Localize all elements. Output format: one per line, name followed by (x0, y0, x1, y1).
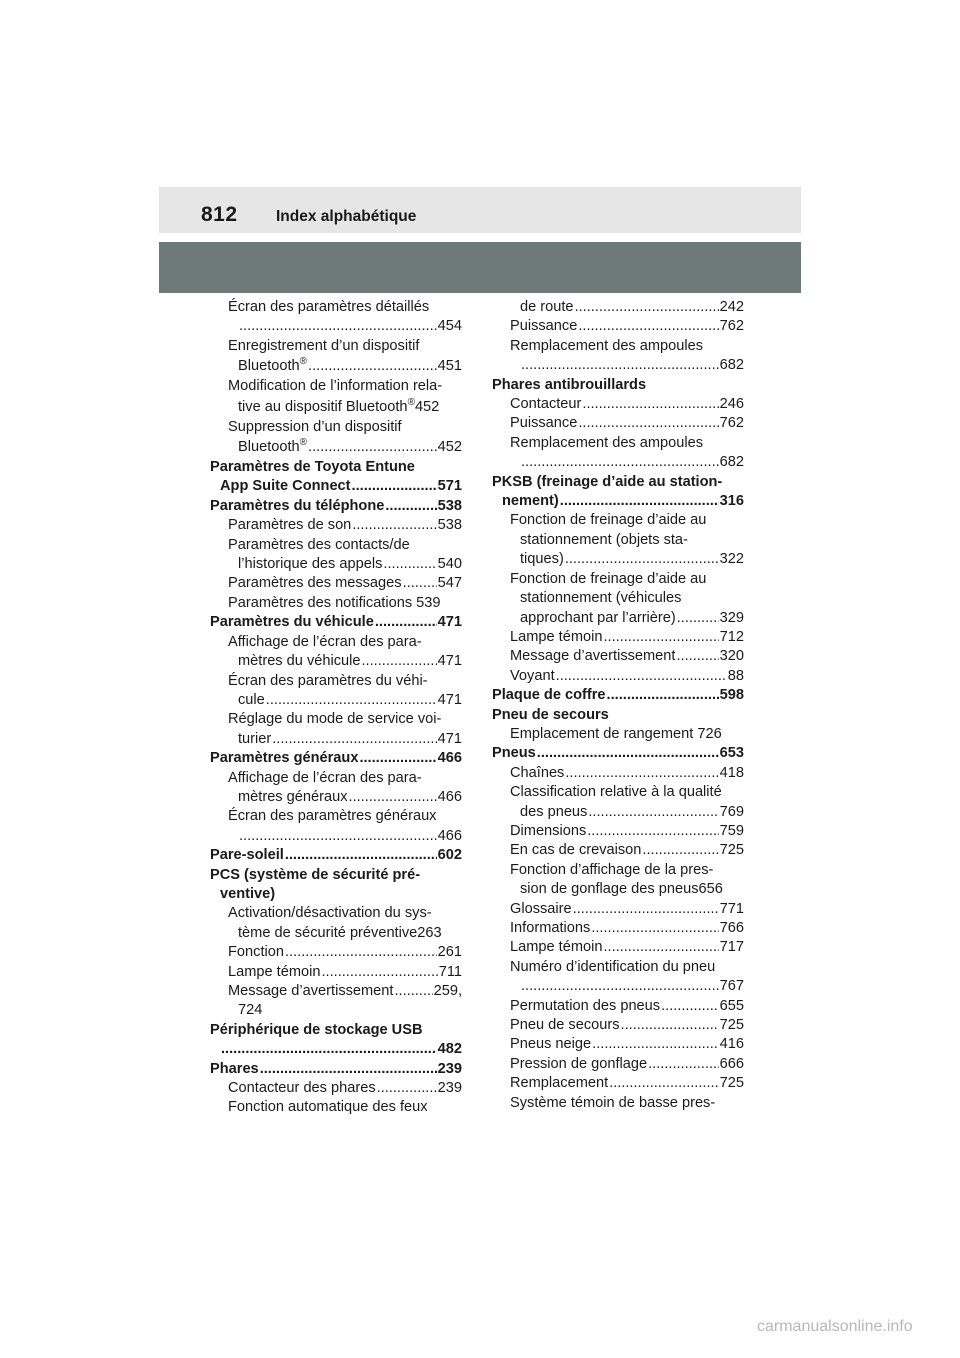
page-ref: 466 (437, 827, 462, 844)
index-column-right (492, 298, 744, 1113)
page-ref: 538 (437, 517, 462, 534)
leader-dots (385, 497, 436, 516)
page-ref: 725 (719, 1017, 744, 1034)
entry-text: 724 (238, 1002, 263, 1019)
index-heading (210, 458, 462, 477)
page-number: 812 (201, 203, 238, 226)
index-subentry (492, 880, 744, 899)
entry-text: Pare-soleil (210, 847, 284, 864)
leader-dots (565, 764, 718, 783)
index-subentry (492, 1074, 744, 1093)
page-ref: 598 (719, 687, 744, 704)
page-ref: 322 (719, 551, 744, 568)
leader-dots (573, 900, 719, 919)
entry-text: Puissance (510, 415, 578, 432)
leader-dots (266, 691, 437, 710)
entry-text: Informations (510, 920, 591, 936)
index-subentry (492, 550, 744, 569)
index-heading (210, 1060, 462, 1079)
page-ref: 418 (719, 764, 744, 781)
leader-dots (578, 317, 718, 336)
entry-text: turier (238, 730, 272, 747)
entry-text: Emplacement de rangement 726 (510, 725, 722, 742)
leader-dots (377, 1079, 437, 1098)
leader-dots (272, 730, 436, 749)
entry-text: Numéro d’identification du pneu (510, 958, 716, 975)
leader-dots (375, 613, 437, 632)
index-subentry (210, 298, 462, 317)
page-ref: 725 (719, 842, 744, 859)
entry-text: mètres du véhicule (238, 653, 361, 670)
index-heading (210, 885, 462, 904)
index-subentry (492, 298, 744, 317)
page-ref: 540 (437, 556, 462, 573)
index-heading (492, 744, 744, 763)
leader-dots (362, 652, 437, 671)
index-subentry (492, 822, 744, 841)
leader-dots (588, 803, 718, 822)
entry-text: Pneu de secours (510, 1017, 620, 1034)
leader-dots (308, 437, 437, 458)
index-subentry (210, 437, 462, 458)
page-ref: 547 (437, 575, 462, 592)
index-subentry (492, 1016, 744, 1035)
index-subentry (210, 788, 462, 807)
index-subentry (210, 672, 462, 691)
index-subentry (210, 691, 462, 710)
index-subentry (492, 841, 744, 860)
entry-text: Écran des paramètres généraux (228, 808, 437, 825)
index-subentry (210, 1001, 462, 1020)
page-ref: 538 (437, 497, 462, 514)
index-subentry (492, 1035, 744, 1054)
entry-text: Système témoin de basse pres- (510, 1094, 716, 1111)
entry-text: tème de sécurité préventive263 (238, 924, 442, 941)
index-subentry (210, 827, 462, 846)
index-subentry (492, 337, 744, 356)
leader-dots (537, 744, 719, 763)
leader-dots (609, 1074, 718, 1093)
page-ref: 712 (719, 628, 744, 645)
index-heading (492, 473, 744, 492)
leader-dots (677, 609, 719, 628)
index-heading (492, 686, 744, 705)
index-heading (492, 376, 744, 395)
page-ref: 259, (433, 983, 462, 999)
index-subentry (492, 900, 744, 919)
entry-text: Classification relative à la qualité (510, 784, 722, 801)
page-ref: 316 (719, 493, 744, 510)
entry-text: Contacteur des phares (228, 1080, 376, 1097)
leader-dots (603, 938, 718, 957)
entry-text: Permutation des pneus (510, 997, 661, 1014)
entry-text: Lampe témoin (510, 939, 603, 956)
leader-dots (521, 977, 719, 996)
entry-text: Périphérique de stockage USB (210, 1021, 423, 1038)
page-ref: 451 (437, 358, 462, 375)
entry-text: Réglage du mode de service voi- (228, 711, 442, 728)
leader-dots (582, 395, 718, 414)
index-subentry (210, 574, 462, 593)
page-ref: 655 (719, 997, 744, 1014)
entry-text: Affichage de l’écran des para- (228, 769, 422, 786)
entry-text: approchant par l’arrière) (520, 609, 676, 626)
index-subentry (210, 904, 462, 923)
page-title: Index alphabétique (276, 208, 417, 225)
leader-dots (575, 298, 719, 317)
entry-text: Écran des paramètres détaillés (228, 299, 430, 315)
index-subentry (210, 397, 462, 418)
entry-text: Bluetooth® (238, 356, 308, 375)
index-subentry (210, 317, 462, 336)
entry-text: Phares antibrouillards (492, 376, 647, 393)
leader-dots (239, 827, 437, 846)
index-subentry (492, 570, 744, 589)
leader-dots (521, 356, 719, 375)
leader-dots (403, 574, 437, 593)
entry-text: stationnement (objets sta- (520, 531, 688, 548)
entry-text: Contacteur (510, 396, 582, 413)
leader-dots (352, 477, 437, 496)
index-subentry (492, 725, 744, 744)
index-subentry (492, 958, 744, 977)
page-ref: 682 (719, 357, 744, 374)
leader-dots (578, 414, 718, 433)
leader-dots (521, 453, 719, 472)
page-ref: 767 (719, 978, 744, 995)
entry-text: Fonction d’affichage de la pres- (510, 861, 714, 878)
page-header (159, 187, 801, 233)
index-subentry (210, 710, 462, 729)
entry-text: Dimensions (510, 822, 587, 839)
index-subentry (492, 356, 744, 375)
entry-text: ventive) (220, 885, 276, 902)
leader-dots (308, 356, 437, 377)
entry-text: PKSB (freinage d’aide au station- (492, 473, 723, 490)
leader-dots (591, 919, 718, 938)
entry-text: Puissance (510, 318, 578, 335)
index-subentry (210, 377, 462, 396)
entry-text: Message d’avertissement (228, 983, 394, 999)
page-ref: 239 (437, 1060, 462, 1077)
entry-text: Lampe témoin (228, 963, 321, 980)
page-ref: 320 (719, 648, 744, 665)
index-subentry (492, 938, 744, 957)
entry-text: mètres généraux (238, 788, 348, 805)
index-heading (492, 706, 744, 725)
index-subentry (492, 919, 744, 938)
page-ref: 682 (719, 454, 744, 471)
index-subentry (210, 633, 462, 652)
leader-dots (603, 628, 718, 647)
page-ref: 725 (719, 1075, 744, 1092)
page-ref: 769 (719, 803, 744, 820)
page-ref: 711 (438, 963, 462, 980)
index-subentry (210, 769, 462, 788)
entry-text: nement) (502, 493, 559, 510)
entry-text: Fonction (228, 944, 284, 961)
entry-text: Voyant (510, 667, 555, 684)
leader-dots (239, 317, 437, 336)
index-heading (210, 1021, 462, 1040)
page-ref: 466 (437, 750, 462, 767)
index-subentry (210, 982, 462, 1001)
entry-text: tiques) (520, 551, 564, 568)
page-ref: 771 (719, 900, 744, 917)
page-ref: 766 (719, 920, 744, 936)
leader-dots (285, 943, 437, 962)
page-ref: 261 (437, 944, 462, 961)
leader-dots (642, 841, 718, 860)
leader-dots (648, 1055, 719, 1074)
index-subentry (492, 395, 744, 414)
entry-text: Pneu de secours (492, 706, 609, 723)
page-ref: 471 (437, 730, 462, 747)
page-ref: 329 (719, 609, 744, 626)
entry-text: Chaînes (510, 764, 565, 781)
leader-dots (565, 550, 719, 569)
index-subentry (210, 516, 462, 535)
entry-text: Paramètres de son (228, 517, 352, 534)
page-ref: 759 (719, 822, 744, 839)
index-subentry (492, 511, 744, 530)
entry-text: Paramètres des notifications 539 (228, 594, 441, 611)
index-subentry (492, 861, 744, 880)
leader-dots (349, 788, 437, 807)
index-heading (210, 866, 462, 885)
entry-text: Suppression d’un dispositif (228, 418, 402, 435)
entry-text: Modification de l’information rela- (228, 378, 443, 395)
index-subentry (492, 667, 744, 686)
entry-text: Paramètres des messages (228, 575, 402, 592)
entry-text: Paramètres des contacts/de (228, 536, 410, 553)
entry-text: App Suite Connect (220, 478, 351, 495)
entry-text: Pneus (492, 745, 536, 762)
entry-text: Remplacement (510, 1075, 609, 1092)
index-subentry (210, 1079, 462, 1098)
index-subentry (492, 628, 744, 647)
page-ref: 471 (437, 614, 462, 631)
entry-text: de route (520, 299, 574, 315)
leader-dots (221, 1040, 437, 1059)
index-heading (210, 613, 462, 632)
page-ref: 471 (437, 691, 462, 708)
header-band (159, 242, 801, 293)
index-subentry (492, 453, 744, 472)
index-subentry (492, 764, 744, 783)
entry-text: Fonction de freinage d’aide au (510, 512, 707, 529)
leader-dots (661, 997, 719, 1016)
entry-text: PCS (système de sécurité pré- (210, 866, 421, 883)
entry-text: Affichage de l’écran des para- (228, 633, 422, 650)
entry-text: des pneus (520, 803, 588, 820)
leader-dots (260, 1060, 437, 1079)
entry-text: Enregistrement d’un dispositif (228, 337, 420, 354)
leader-dots (285, 846, 437, 865)
index-subentry (210, 943, 462, 962)
watermark: carmanualsonline.info (757, 1318, 913, 1335)
index-subentry (210, 555, 462, 574)
entry-text: En cas de crevaison (510, 842, 642, 859)
page-ref: 717 (719, 939, 744, 956)
page-ref: 239 (437, 1080, 462, 1097)
page-ref: 471 (437, 653, 462, 670)
index-heading (210, 846, 462, 865)
page-ref: 452 (437, 439, 462, 456)
page-ref: 653 (719, 745, 744, 762)
index-subentry (210, 1098, 462, 1117)
index-heading (210, 1040, 462, 1059)
index-subentry (492, 531, 744, 550)
entry-text: sion de gonflage des pneus656 (520, 881, 723, 898)
page-ref: 482 (437, 1041, 462, 1058)
leader-dots (383, 555, 436, 574)
page-ref: 88 (727, 667, 744, 684)
entry-text: Paramètres du véhicule (210, 614, 374, 631)
leader-dots (394, 982, 432, 1001)
index-heading (210, 497, 462, 516)
index-heading (210, 749, 462, 768)
page-ref: 242 (719, 299, 744, 315)
entry-text: Phares (210, 1060, 259, 1077)
entry-text: Paramètres généraux (210, 750, 359, 767)
index-subentry (492, 1055, 744, 1074)
page-ref: 602 (437, 847, 462, 864)
index-heading (210, 477, 462, 496)
leader-dots (592, 1035, 718, 1054)
entry-text: Pneus neige (510, 1036, 592, 1053)
leader-dots (676, 647, 718, 666)
entry-text: stationnement (véhicules (520, 590, 682, 607)
entry-text: Paramètres de Toyota Entune (210, 459, 415, 476)
entry-text: Remplacement des ampoules (510, 434, 704, 451)
entry-text: Plaque de coffre (492, 687, 606, 704)
index-subentry (492, 997, 744, 1016)
entry-text: Pression de gonflage (510, 1055, 648, 1072)
index-subentry (210, 807, 462, 826)
page-ref: 762 (719, 318, 744, 335)
leader-dots (560, 492, 719, 511)
page-ref: 666 (719, 1055, 744, 1072)
index-subentry (210, 594, 462, 613)
index-subentry (492, 609, 744, 628)
index-subentry (492, 977, 744, 996)
leader-dots (621, 1016, 719, 1035)
entry-text: l’historique des appels (238, 556, 383, 573)
entry-text: Remplacement des ampoules (510, 337, 704, 354)
entry-text: Message d’avertissement (510, 648, 676, 665)
index-subentry (492, 783, 744, 802)
entry-text: cule (238, 691, 265, 708)
index-subentry (210, 963, 462, 982)
index-subentry (210, 924, 462, 943)
entry-text: Paramètres du téléphone (210, 497, 385, 514)
entry-text: Activation/désactivation du sys- (228, 905, 432, 922)
leader-dots (556, 667, 727, 686)
index-heading (492, 492, 744, 511)
leader-dots (359, 749, 436, 768)
page-ref: 416 (719, 1036, 744, 1053)
page-ref: 466 (437, 788, 462, 805)
page-ref: 571 (437, 478, 462, 495)
entry-text: Bluetooth® (238, 437, 308, 456)
index-subentry (210, 730, 462, 749)
leader-dots (352, 516, 436, 535)
entry-text: Fonction de freinage d’aide au (510, 570, 707, 587)
index-column-left (210, 298, 462, 1118)
index-subentry (210, 652, 462, 671)
entry-text: Fonction automatique des feux (228, 1099, 428, 1116)
leader-dots (587, 822, 718, 841)
page-ref: 762 (719, 415, 744, 432)
leader-dots (321, 963, 437, 982)
index-subentry (492, 803, 744, 822)
index-subentry (210, 337, 462, 356)
index-subentry (210, 536, 462, 555)
entry-text: Lampe témoin (510, 628, 603, 645)
index-subentry (210, 356, 462, 377)
page-ref: 454 (437, 318, 462, 335)
index-subentry (492, 414, 744, 433)
index-subentry (492, 589, 744, 608)
index-subentry (210, 418, 462, 437)
index-subentry (492, 1094, 744, 1113)
index-subentry (492, 647, 744, 666)
index-subentry (492, 317, 744, 336)
entry-text: Écran des paramètres du véhi- (228, 672, 428, 689)
index-subentry (492, 434, 744, 453)
page-ref: 246 (719, 396, 744, 413)
entry-text: Glossaire (510, 900, 572, 917)
entry-text: tive au dispositif Bluetooth®452 (238, 396, 440, 415)
leader-dots (607, 686, 719, 705)
